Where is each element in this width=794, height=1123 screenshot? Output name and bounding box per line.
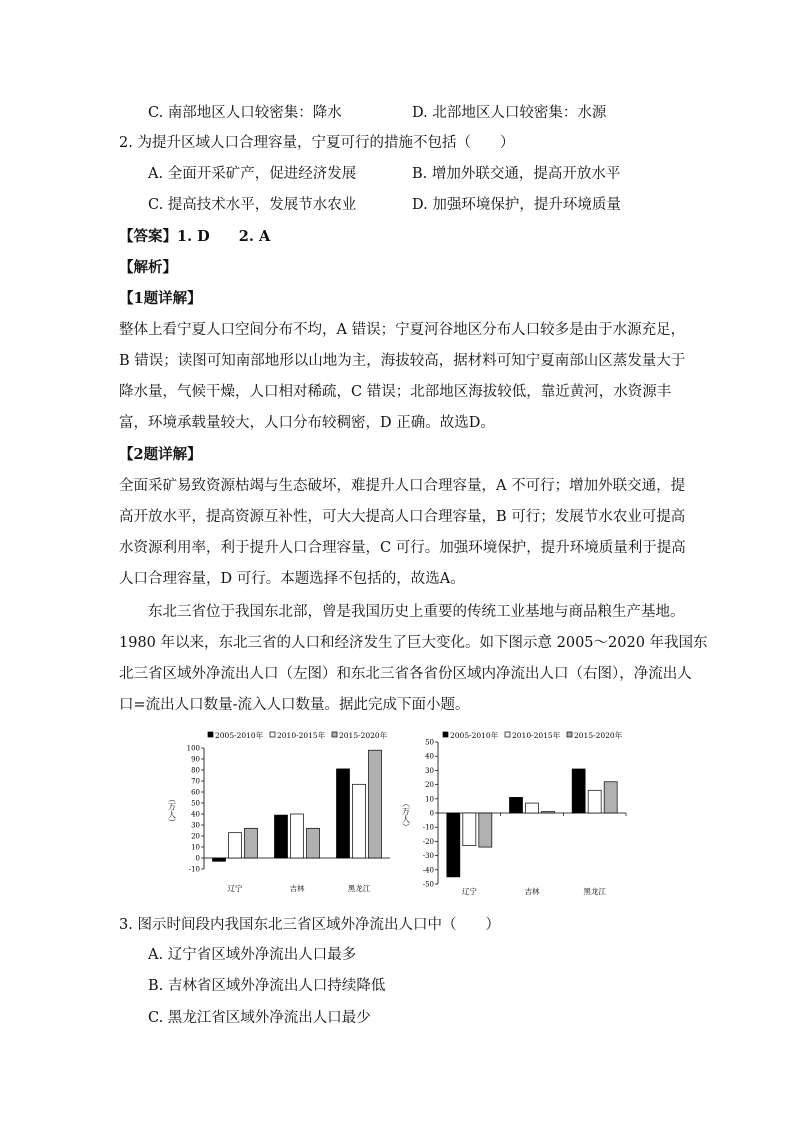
analysis-heading: 【解析】 [119, 259, 177, 276]
bar [369, 750, 382, 858]
bar [526, 803, 539, 813]
q2-option-a: A. 全面开采矿产，促进经济发展 [148, 166, 357, 182]
bar [307, 828, 320, 858]
q2-detail-heading: 【2题详解】 [119, 446, 202, 463]
q3-stem: 3. 图示时间段内我国东北三省区域外净流出人口中（ ） [119, 917, 500, 933]
bar [510, 797, 523, 813]
bar [353, 784, 366, 858]
legend-label: 2015-2020年 [574, 731, 623, 740]
y-tick-label: -20 [422, 837, 434, 846]
category-label: 吉林 [289, 884, 305, 893]
y-tick-label: -10 [188, 865, 200, 874]
bar [572, 769, 585, 813]
y-axis-label: （万人） [401, 799, 411, 831]
y-tick-label: 20 [191, 832, 200, 841]
q2-stem: 2. 为提升区域人口合理容量，宁夏可行的措施不包括（ ） [119, 135, 515, 151]
y-axis-label: （万人） [167, 794, 177, 827]
legend-swatch [505, 732, 510, 737]
answer-line: 【答案】1. D 2. A [119, 228, 271, 245]
q2-detail-line: 高开放水平，提高资源互补性，可大大提高人口合理容量，B 可行；发展节水农业可提高 [119, 509, 686, 525]
material-line: 东北三省位于我国东北部，曾是我国历史上重要的传统工业基地与商品粮生产基地。 [119, 604, 685, 620]
y-tick-label: 0 [195, 854, 200, 863]
bar [275, 815, 288, 858]
q1-option-c: C. 南部地区人口较密集：降水 [148, 105, 342, 121]
q2-detail-line: 全面采矿易致资源枯竭与生态破坏，难提升人口合理容量，A 不可行；增加外联交通，提 [119, 478, 686, 494]
y-tick-label: 30 [191, 821, 200, 830]
bar [588, 790, 601, 813]
category-label: 黑龙江 [347, 884, 371, 893]
legend-swatch [270, 732, 275, 737]
legend-swatch [332, 732, 337, 737]
category-label: 吉林 [524, 887, 540, 896]
y-tick-label: -30 [422, 852, 434, 861]
legend-swatch [443, 732, 448, 737]
legend-swatch [208, 732, 213, 737]
bar [213, 858, 226, 861]
legend-swatch [567, 732, 572, 737]
legend-label: 2005-2010年 [215, 731, 264, 740]
legend-label: 2010-2015年 [277, 731, 326, 740]
category-label: 黑龙江 [583, 887, 606, 896]
y-tick-label: 10 [425, 795, 434, 804]
q3-option-b: B. 吉林省区域外净流出人口持续降低 [148, 978, 386, 994]
bar [229, 833, 242, 858]
category-label: 辽宁 [227, 884, 243, 893]
q2-option-c: C. 提高技术水平，发展节水农业 [148, 197, 357, 213]
y-tick-label: 50 [191, 799, 200, 808]
material-line: 1980 年以来，东北三省的人口和经济发生了巨大变化。如下图示意 2005～2020 年我国东 [119, 635, 708, 651]
y-tick-label: -10 [422, 823, 434, 832]
bar [542, 812, 555, 813]
bar [245, 828, 258, 858]
legend-label: 2005-2010年 [450, 731, 499, 740]
y-tick-label: 60 [191, 788, 200, 797]
q1-detail-line: 富，环境承载量较大，人口分布较稠密，D 正确。故选D。 [119, 415, 495, 431]
y-tick-label: -50 [422, 880, 434, 889]
y-tick-label: 50 [425, 738, 434, 747]
bar [447, 813, 460, 877]
category-label: 辽宁 [461, 887, 477, 896]
legend-label: 2015-2020年 [339, 731, 388, 740]
bar [337, 769, 350, 858]
q1-detail-line: 整体上看宁夏人口空间分布不均，A 错误；宁夏河谷地区分布人口较多是由于水源充足， [119, 322, 686, 338]
bar [463, 813, 476, 846]
y-tick-label: 40 [191, 810, 200, 819]
q1-detail-paragraph [119, 315, 686, 439]
chart-right [398, 728, 630, 898]
y-tick-label: 100 [186, 744, 200, 753]
chart-left [160, 728, 395, 898]
q3-option-a: A. 辽宁省区域外净流出人口最多 [148, 947, 357, 963]
y-tick-label: 30 [425, 766, 434, 775]
q2-detail-line: 人口合理容量，D 可行。本题选择不包括的，故选A。 [119, 571, 465, 587]
q2-option-d: D. 加强环境保护，提升环境质量 [412, 197, 621, 213]
bar [604, 782, 617, 813]
y-tick-label: 10 [191, 843, 200, 852]
q1-detail-line: 降水量，气候干燥，人口相对稀疏，C 错误；北部地区海拔较低，靠近黄河，水资源丰 [119, 384, 672, 400]
y-tick-label: 90 [191, 755, 200, 764]
legend-label: 2010-2015年 [512, 731, 561, 740]
y-tick-label: 80 [191, 766, 200, 775]
y-tick-label: 70 [191, 777, 200, 786]
q3-option-c: C. 黑龙江省区域外净流出人口最少 [148, 1010, 371, 1026]
q2-detail-line: 水资源利用率，利于提升人口合理容量，C 可行。加强环境保护，提升环境质量利于提高 [119, 540, 686, 556]
q2-option-b: B. 增加外联交通，提高开放水平 [412, 166, 621, 182]
material-paragraph [119, 597, 708, 721]
material-line: 口=流出人口数量-流入人口数量。据此完成下面小题。 [119, 697, 470, 713]
material-line: 北三省区域外净流出人口（左图）和东北三省各省份区域内净流出人口（右图），净流出人 [119, 666, 692, 682]
y-tick-label: 20 [425, 781, 434, 790]
bar [291, 814, 304, 858]
q1-detail-heading: 【1题详解】 [119, 290, 202, 307]
q1-option-d: D. 北部地区人口较密集：水源 [412, 105, 607, 121]
q2-detail-paragraph [119, 471, 686, 595]
q1-detail-line: B 错误；读图可知南部地形以山地为主，海拔较高，据材料可知宁夏南部山区蒸发量大于 [119, 353, 686, 369]
y-tick-label: 40 [425, 752, 434, 761]
y-tick-label: -40 [422, 866, 434, 875]
y-tick-label: 0 [429, 809, 434, 818]
bar [479, 813, 492, 847]
